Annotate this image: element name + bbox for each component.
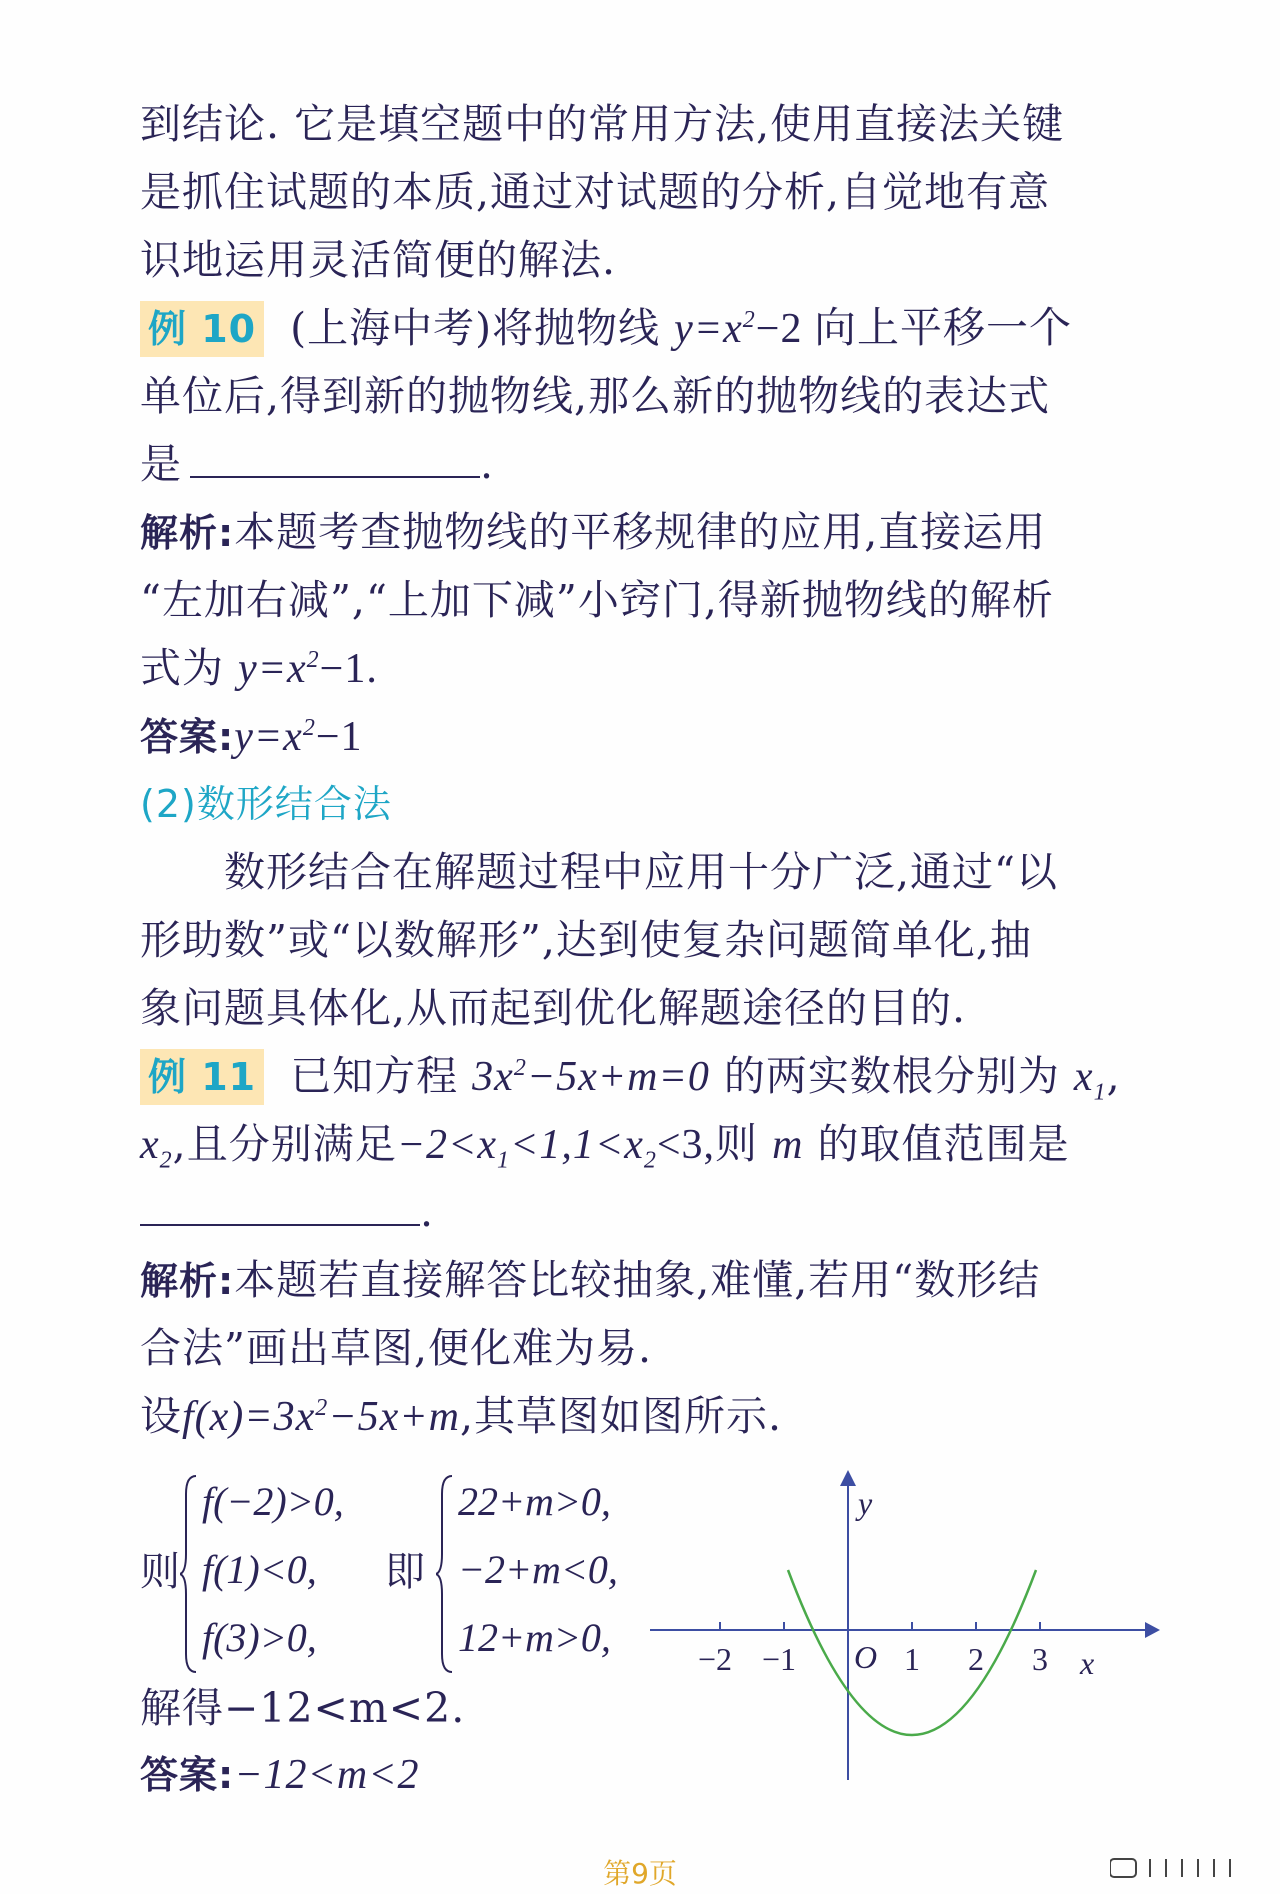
then-label: 则 — [140, 1549, 180, 1595]
example10-line-3: 是 . — [140, 440, 495, 488]
example11-setup: 设$f(x)=3x^2-5x+m$,其草图如图所示. — [140, 1392, 783, 1440]
example10-expr: $y=x^2$ — [674, 306, 756, 352]
sys1-row-1: f(−2)>0, — [202, 1479, 344, 1524]
y-axis-label: y — [858, 1485, 873, 1521]
section-heading: (2)数形结合法 — [140, 782, 392, 826]
parabola-graph — [640, 1470, 1160, 1790]
intro-line-1: 到结论. 它是填空题中的常用方法,使用直接法关键 — [140, 100, 1065, 148]
solve-line: 解得−12<m<2. — [140, 1684, 466, 1732]
example10-line-1 — [140, 294, 1150, 362]
example11-line-3: . — [140, 1178, 1150, 1246]
tick-label-1: 1 — [904, 1641, 920, 1677]
tick-label-m1: −1 — [762, 1641, 797, 1677]
answer-label: 答案: — [140, 715, 235, 759]
example10-intro-text: (上海中考)将抛物线 — [290, 304, 661, 352]
example11-answer: 答案:−12<m<2 — [140, 1752, 420, 1798]
section-para-line-1: 数形结合在解题过程中应用十分广泛,通过“以 — [224, 848, 1058, 896]
left-brace — [180, 1474, 198, 1674]
x-axis-arrow — [1145, 1622, 1160, 1638]
inequality-system — [140, 1470, 660, 1680]
intro-line-2: 是抓住试题的本质,通过对试题的分析,自觉地有意 — [140, 168, 1051, 216]
example10-answer: 答案$:y=x^2-1$ — [140, 714, 363, 760]
page-number: 第9页 — [603, 1857, 677, 1890]
section-para-line-3: 象问题具体化,从而起到优化解题途径的目的. — [140, 984, 967, 1032]
progress-bar-icon — [1110, 1855, 1240, 1881]
intro-line-3: 识地运用灵活简便的解法. — [140, 236, 617, 284]
tick-label-3: 3 — [1032, 1641, 1048, 1677]
sys2-row-3: 12+m>0, — [458, 1615, 611, 1660]
sys1-row-3: f(3)>0, — [202, 1615, 317, 1660]
sys2-row-1: 22+m>0, — [458, 1479, 611, 1524]
sys2-row-2: −2+m<0, — [458, 1547, 618, 1592]
example10-badge: 例 10 — [140, 301, 264, 357]
sys1-row-2: f(1)<0, — [202, 1547, 317, 1592]
example11-badge: 例 11 — [140, 1049, 264, 1105]
example11-analysis-line-1: 解析:本题若直接解答比较抽象,难懂,若用“数形结 — [140, 1256, 1041, 1304]
origin-label: O — [854, 1639, 878, 1675]
ie-label: 即 — [385, 1549, 425, 1595]
analysis-label: 解析: — [140, 511, 235, 555]
example11-analysis-line-2: 合法”画出草图,便化难为易. — [140, 1324, 653, 1372]
answer-blank-2[interactable] — [140, 1184, 420, 1226]
y-axis-arrow — [840, 1470, 856, 1486]
example10-expr-tail: −2 向上平移一个 — [755, 306, 1072, 352]
example11-line-1: 例 11 已知方程 $3x^2-5x+m=0$ 的两实数根分别为 $x_1$, — [140, 1042, 1150, 1110]
answer-blank[interactable] — [190, 438, 480, 478]
example11-line-2: $x_2$,且分别满足$-2<x_1<1,1<x_2<3$,则 m 的取值范围是 — [140, 1120, 1070, 1174]
tick-label-2: 2 — [968, 1641, 984, 1677]
section-para-line-2: 形助数”或“以数解形”,达到使复杂问题简单化,抽 — [140, 916, 1032, 964]
answer-label-2: 答案: — [140, 1753, 235, 1797]
right-brace — [436, 1474, 454, 1674]
content — [140, 90, 1150, 1450]
x-axis-label: x — [1080, 1645, 1095, 1681]
example10-analysis-line-3: 式为 $y=x^2-1$. — [140, 644, 378, 692]
tick-label-m2: −2 — [698, 1641, 733, 1677]
example10-line-2: 单位后,得到新的抛物线,那么新的抛物线的表达式 — [140, 372, 1051, 420]
analysis-label-2: 解析: — [140, 1259, 235, 1303]
example10-analysis-line-1: 解析:本题考查抛物线的平移规律的应用,直接运用 — [140, 508, 1047, 556]
example10-analysis-line-2: “左加右减”,“上加下减”小窍门,得新抛物线的解析 — [140, 576, 1054, 624]
